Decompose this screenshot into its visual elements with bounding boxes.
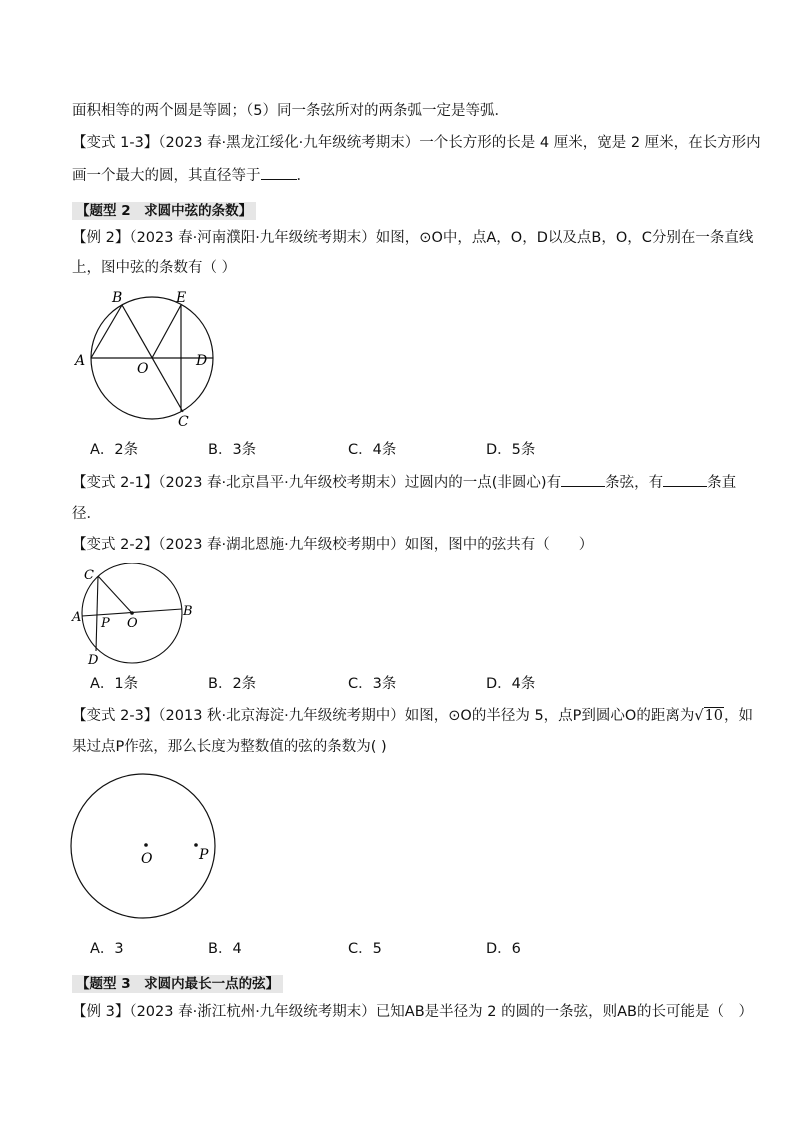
example-2-line-2: 上，图中弦的条数有（ ） [72,260,237,276]
option-d[interactable]: D．6 [486,941,521,957]
option-a[interactable]: A．1条 [90,676,139,692]
chord-ab [91,305,122,358]
point-o [144,843,148,847]
label-o: O [137,361,149,377]
option-a[interactable]: A．2条 [90,442,139,458]
variant-2-3-line-2: 果过点P作弦，那么长度为整数值的弦的条数为( ) [72,739,387,755]
variant-2-3-figure [70,770,220,924]
label-c: C [178,414,189,430]
option-a[interactable]: A．3 [90,941,124,957]
option-c[interactable]: C．4条 [348,442,397,458]
answer-blank-1 [561,472,605,487]
variant-2-3-text-a: 【变式 2-3】（2013 秋·北京海淀·九年级统考期中）如图，⊙O的半径为 5，点P到圆心O的距离为 [72,708,695,724]
variant-1-3-end: ． [296,168,311,184]
example-2-figure [70,288,220,430]
option-b[interactable]: B．2条 [208,676,257,692]
variant-2-2-figure [70,563,200,669]
variant-2-1-text-a: 【变式 2-1】（2023 春·北京昌平·九年级校考期末）过圆内的一点(非圆心)有 [72,475,562,491]
variant-2-1-line-2: 径． [72,506,101,522]
label-d: D [88,653,99,668]
sqrt-radicand: 10 [704,708,724,724]
label-a: A [75,353,86,369]
variant-1-3-line-1: 【变式 1-3】（2023 春·黑龙江绥化·九年级统考期末）一个长方形的长是 4 厘米，宽是 2 厘米，在长方形内 [72,135,761,151]
variant-2-3-text-b: ，如 [724,708,754,724]
example-3-line-1: 【例 3】（2023 春·浙江杭州·九年级统考期末）已知AB是半径为 2 的圆的一条弦，则AB的长可能是（ ） [72,1004,753,1020]
label-a: A [72,610,82,625]
option-d[interactable]: D．4条 [486,676,536,692]
segment-co [98,576,132,613]
option-c[interactable]: C．3条 [348,676,397,692]
variant-2-1-text-c: 条直 [707,475,737,491]
segment-oe [152,305,181,358]
variant-2-3-line-1 [72,706,753,726]
label-o: O [127,616,138,631]
variant-1-3-text: 画一个最大的圆，其直径等于 [72,168,261,184]
label-c: C [84,568,94,583]
center-point [130,611,134,615]
option-d[interactable]: D．5条 [486,442,536,458]
label-d: D [196,353,208,369]
variant-2-2-line-1: 【变式 2-2】（2023 春·湖北恩施·九年级校考期中）如图，图中的弦共有（ ） [72,537,594,553]
point-p [194,843,198,847]
label-e: E [176,290,187,306]
variant-1-3-line-2 [72,165,311,186]
option-b[interactable]: B．3条 [208,442,257,458]
section-heading-3-text: 【题型 3 求圆内最长一点的弦】 [72,975,283,993]
sqrt-expression: √10 [694,708,724,724]
variant-2-1-text-b: 条弦，有 [605,475,664,491]
answer-blank-2 [663,472,707,487]
label-p: P [199,847,209,863]
section-heading-2-text: 【题型 2 求圆中弦的条数】 [72,202,256,220]
label-b: B [112,290,123,306]
section-heading-2 [72,199,256,219]
answer-blank [261,165,297,180]
text-line-1: 面积相等的两个圆是等圆；（5）同一条弦所对的两条弧一定是等弧． [72,103,509,119]
label-b: B [183,604,193,619]
label-o: O [141,851,153,867]
example-2-line-1: 【例 2】（2023 春·河南濮阳·九年级统考期末）如图，⊙O中，点A，O，D以及点B，O，C分别在一条直线 [72,230,754,246]
chord-cd [96,576,98,651]
circle-o [71,774,215,918]
option-b[interactable]: B．4 [208,941,242,957]
label-p: P [101,616,110,631]
section-heading-3 [72,972,283,992]
variant-2-1-line-1 [72,472,736,493]
option-c[interactable]: C．5 [348,941,382,957]
